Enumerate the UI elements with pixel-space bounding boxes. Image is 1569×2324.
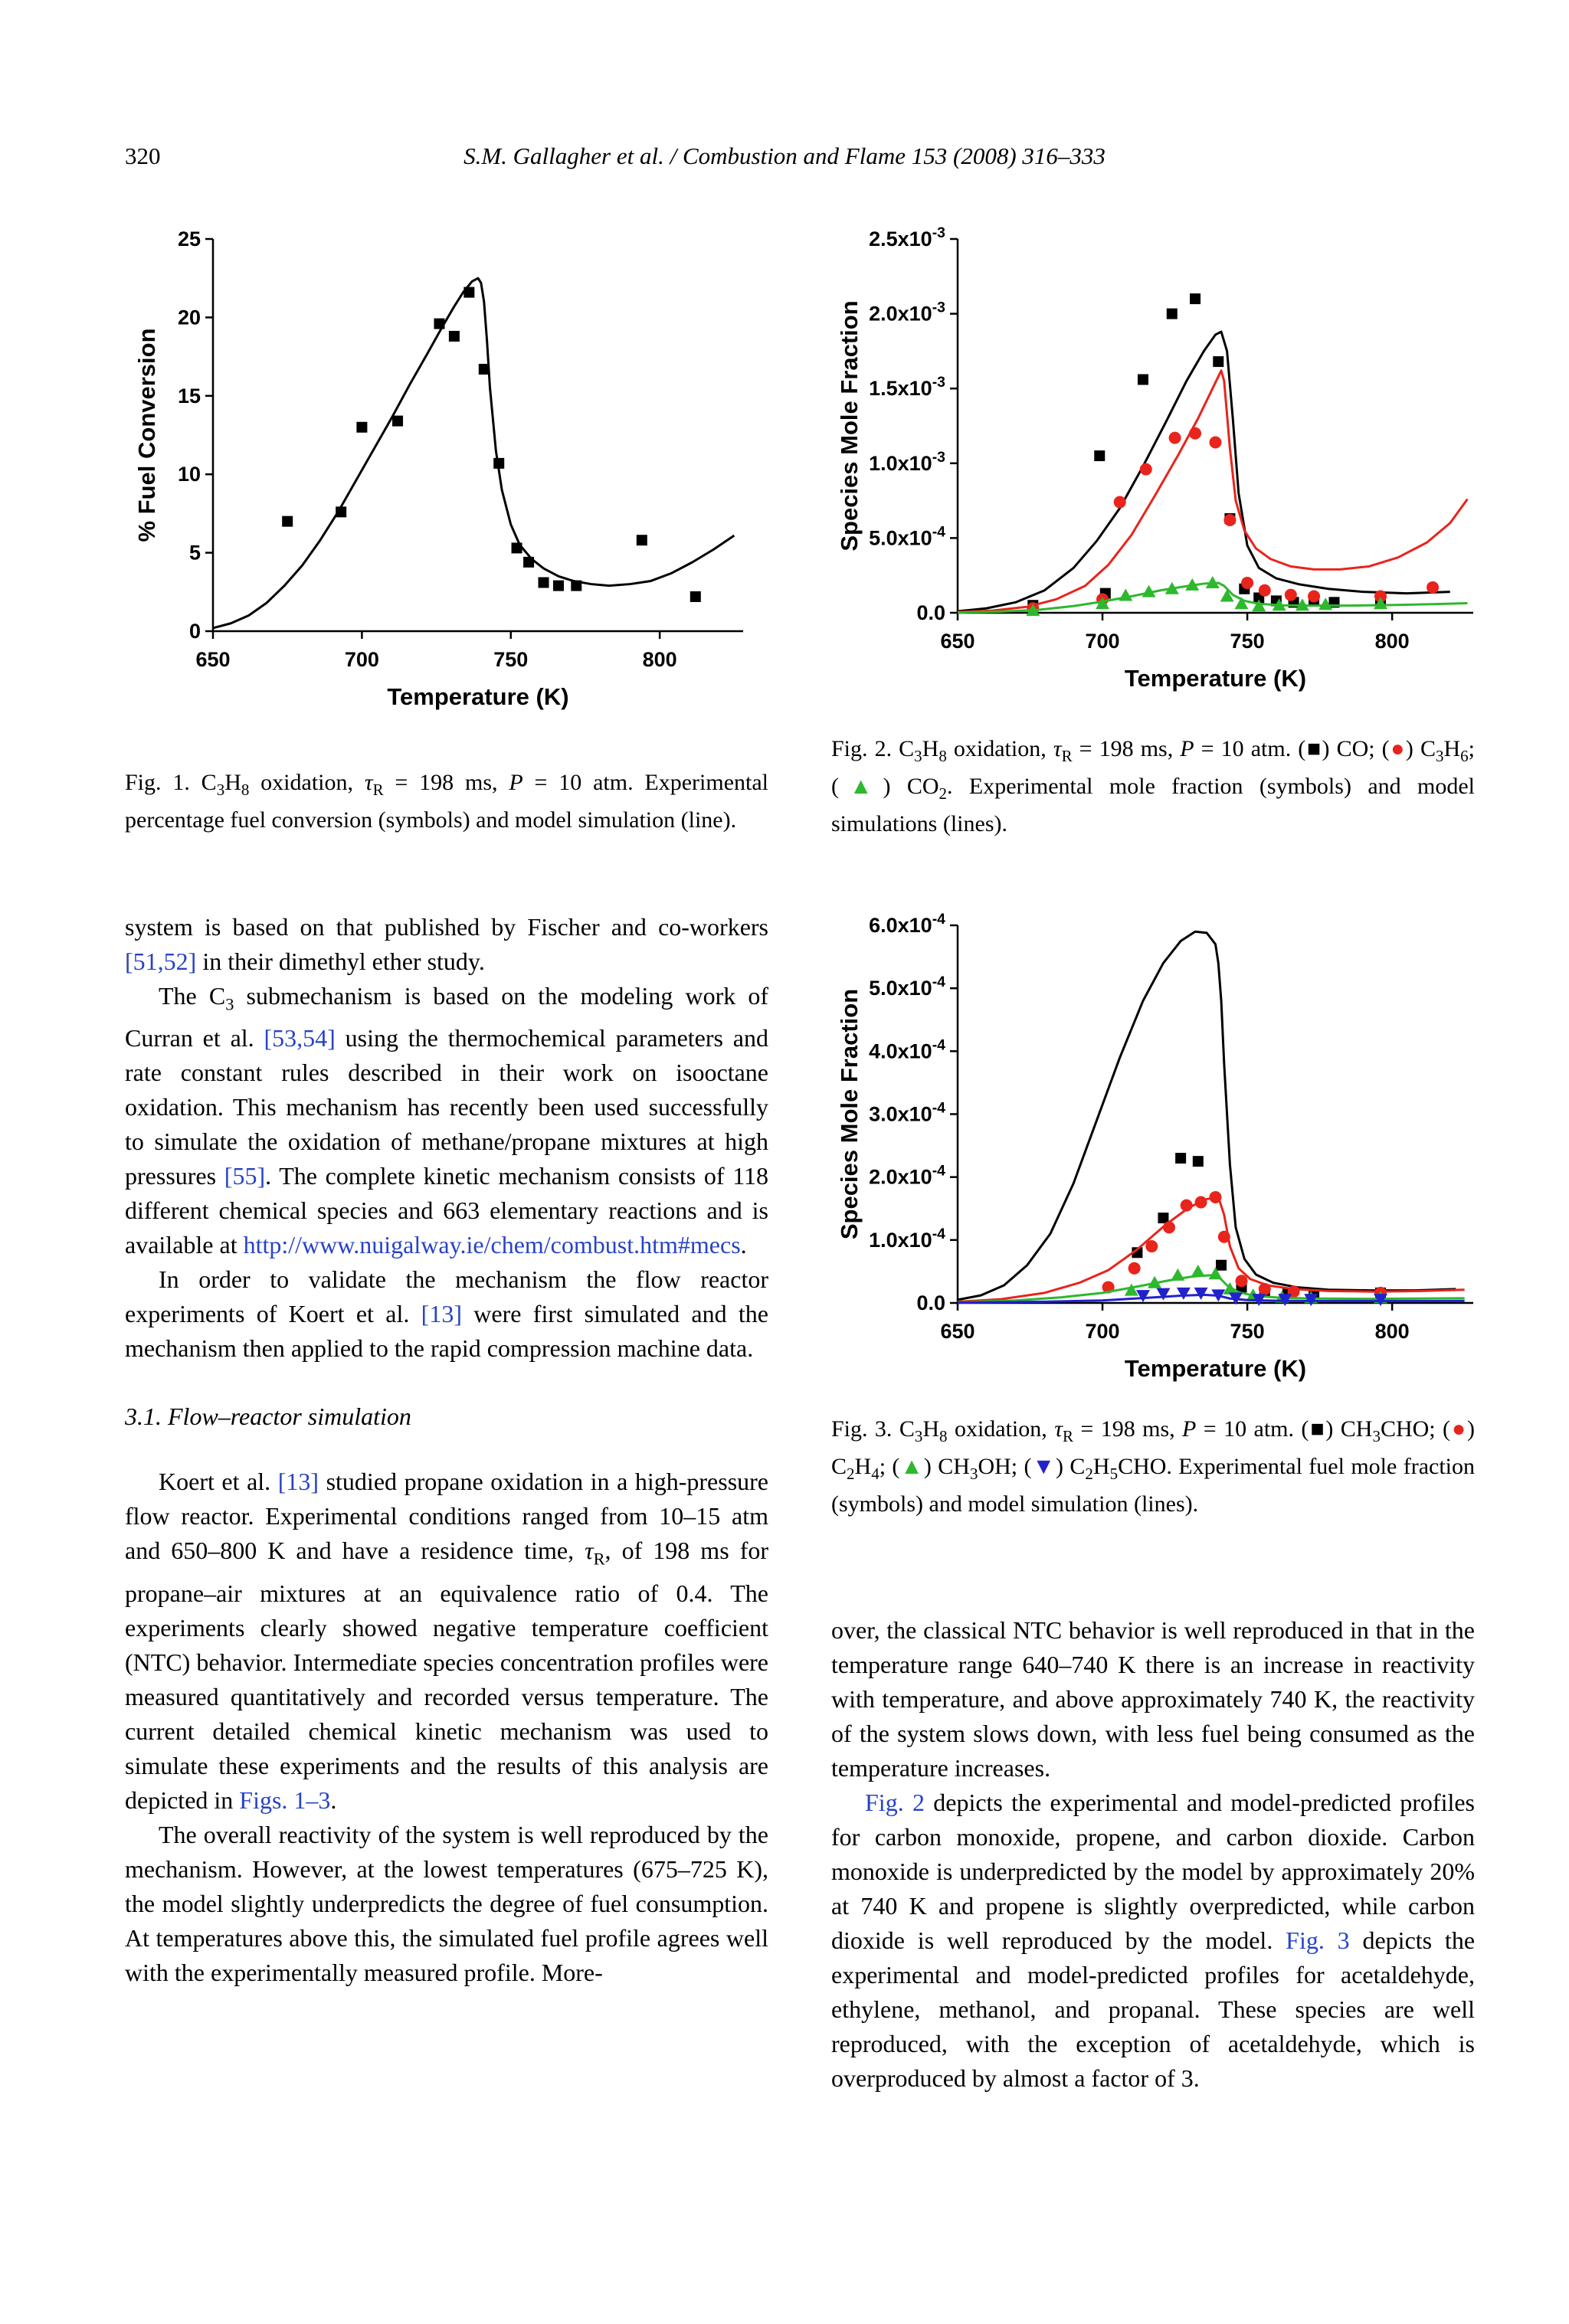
svg-text:0: 0 — [188, 620, 201, 643]
citation-link[interactable]: [53,54] — [264, 1024, 336, 1052]
paragraph: Fig. 2 depicts the experimental and model-predicted profiles for carbon monoxide, propene, and carbon dioxide. Carbon monoxide is underpredicted by the model by approximately 20% at 740 K and propene is slightly overpredicted, while carbon dioxide is well reproduced by the model. Fig. 3 depicts the experimental and model-predicted profiles for acetaldehyde, ethylene, methanol, and propanal. These species are well reproduced, with the exception of acetaldehyde, which is overproduced by almost a factor of 3. — [831, 1789, 1476, 2092]
right-column-text — [831, 1613, 1475, 2096]
svg-text:Temperature (K): Temperature (K) — [387, 683, 569, 710]
svg-text:25: 25 — [177, 227, 201, 250]
svg-text:4.0x10-4: $4.0x10^{-4}$ — [869, 1036, 945, 1063]
svg-text:1.0x10-3: $1.0x10^{-3}$ — [869, 448, 945, 475]
svg-text:3.0x10-4: $3.0x10^{-4}$ — [869, 1099, 945, 1126]
svg-text:6.0x10-4: $6.0x10^{-4}$ — [869, 911, 945, 937]
svg-text:650: 650 — [940, 630, 975, 653]
citation-link[interactable]: Figs. 1–3 — [239, 1786, 331, 1814]
svg-text:5.0x10-4: $5.0x10^{-4}$ — [869, 974, 945, 1000]
fig1-plot — [129, 216, 765, 722]
paragraph: Koert et al. [13] studied propane oxidation in a high-pressure flow reactor. Experimental conditions ranged from 10–15 atm and 650–800 K and have a residence time, $\tau_R$, of 198 ms for propane–air mixtures at an equivalence ratio of 0.4. The experiments clearly showed negative temperature coefficient (NTC) behavior. Intermediate species concentration profiles were measured quantitatively and recorded versus temperature. The current detailed chemical kinetic mechanism was used to simulate these experiments and the results of this analysis are depicted in Figs. 1–3. — [125, 1468, 769, 1814]
fig2-caption: Fig. 2. $C_3H_8$ oxidation, $\tau_R = 198$ ms, P = 10 atm. (■) CO; (●) $C_3H_6$; (▲) $CO_2$. Experimental mole fraction (symbols) and model simulations (lines). — [831, 736, 1476, 836]
svg-text:700: 700 — [344, 648, 379, 671]
svg-text:20: 20 — [177, 306, 201, 329]
fig3-caption: Fig. 3. $C_3H_8$ oxidation, $\tau_R = 198$ ms, P = 10 atm. (■) $CH_3CHO$; (●) $C_2H_4$; (▲) $CH_3OH$; (▼) $C_2H_5CHO$. Experimental fuel mole fraction (symbols) and model simulation (lines). — [831, 1416, 1475, 1517]
svg-text:750: 750 — [493, 648, 529, 671]
fig1-caption: Fig. 1. $C_3H_8$ oxidation, $\tau_R = 198$ ms, P = 10 atm. Experimental percentage fuel conversion (symbols) and model simulation (line). — [125, 770, 769, 833]
running-head: S.M. Gallagher et al. / Combustion and Flame 153 (2008) 316–333 — [463, 142, 1106, 169]
svg-text:5: 5 — [188, 541, 201, 565]
left-column-text — [125, 910, 768, 1990]
paragraph: system is based on that published by Fischer and co-workers [51,52] in their dimethyl ether study. — [125, 913, 768, 975]
citation-link[interactable]: [55] — [224, 1162, 266, 1190]
svg-text:Species Mole Fraction: Species Mole Fraction — [836, 300, 863, 552]
citation-link[interactable]: Fig. 2 — [865, 1789, 925, 1816]
svg-text:2.5x10-3: $2.5x10^{-3}$ — [869, 224, 945, 250]
fig1-chart — [129, 216, 765, 725]
paragraph: The $C_3$ submechanism is based on the modeling work of Curran et al. [53,54] using the thermochemical parameters and rate constant rules described in their work on isooctane oxidation. This mechanism has recently been used successfully to simulate the oxidation of methane/propane mixtures at high pressures [55]. The complete kinetic mechanism consists of 118 different chemical species and 663 elementary reactions and is available at http://www.nuigalway.ie/chem/combust.htm#mecs. — [125, 982, 769, 1259]
paragraph: The overall reactivity of the system is well reproduced by the mechanism. However, at the lowest temperatures (675–725 K), the model slightly underpredicts the degree of fuel consumption. At temperatures above this, the simulated fuel profile agrees well with the experimentally measured profile. More- — [125, 1820, 768, 1986]
svg-text:15: 15 — [177, 384, 201, 408]
fig3-plot — [831, 902, 1490, 1389]
citation-link[interactable]: [13] — [277, 1468, 319, 1496]
svg-text:800: 800 — [1374, 1320, 1410, 1343]
citation-link[interactable]: [51,52] — [125, 948, 197, 975]
svg-text:650: 650 — [195, 648, 231, 671]
svg-text:700: 700 — [1085, 630, 1120, 653]
svg-text:% Fuel Conversion: % Fuel Conversion — [133, 328, 160, 542]
svg-text:800: 800 — [1374, 630, 1410, 653]
paragraph: In order to validate the mechanism the flow reactor experiments of Koert et al. [13] were first simulated and the mechanism then applied to the rapid compression machine data. — [125, 1265, 769, 1363]
svg-text:Temperature (K): Temperature (K) — [1124, 665, 1307, 692]
svg-text:Species Mole Fraction: Species Mole Fraction — [836, 988, 863, 1240]
fig3-chart — [831, 902, 1490, 1393]
paragraph: over, the classical NTC behavior is well reproduced in that in the temperature range 640–740 K there is an increase in reactivity with temperature, and above approximately 740 K, the reactivity of the system slows down, with less fuel being consumed as the temperature increases. — [831, 1616, 1475, 1782]
svg-text:650: 650 — [940, 1320, 975, 1343]
svg-text:5.0x10-4: $5.0x10^{-4}$ — [869, 523, 945, 550]
page-number: 320 — [125, 142, 161, 169]
fig2-chart — [831, 216, 1490, 702]
svg-text:750: 750 — [1230, 1320, 1265, 1343]
svg-text:Temperature (K): Temperature (K) — [1124, 1355, 1307, 1382]
fig2-plot — [831, 216, 1490, 699]
citation-link[interactable]: [13] — [421, 1300, 462, 1328]
svg-text:700: 700 — [1085, 1320, 1120, 1343]
svg-text:1.0x10-4: $1.0x10^{-4}$ — [869, 1225, 945, 1252]
svg-text:800: 800 — [642, 648, 677, 671]
section-heading: 3.1. Flow–reactor simulation — [125, 1403, 411, 1431]
citation-link[interactable]: Fig. 3 — [1286, 1926, 1350, 1954]
svg-text:750: 750 — [1230, 630, 1265, 653]
svg-text:2.0x10-3: $2.0x10^{-3}$ — [869, 299, 945, 326]
svg-text:0.0: 0.0 — [916, 1291, 945, 1314]
svg-text:1.5x10-3: $1.5x10^{-3}$ — [869, 374, 945, 401]
hyperlink[interactable]: http://www.nuigalway.ie/chem/combust.htm#mecs — [243, 1231, 741, 1259]
svg-text:2.0x10-4: $2.0x10^{-4}$ — [869, 1162, 945, 1189]
svg-text:0.0: 0.0 — [916, 601, 945, 624]
svg-text:10: 10 — [177, 463, 201, 486]
